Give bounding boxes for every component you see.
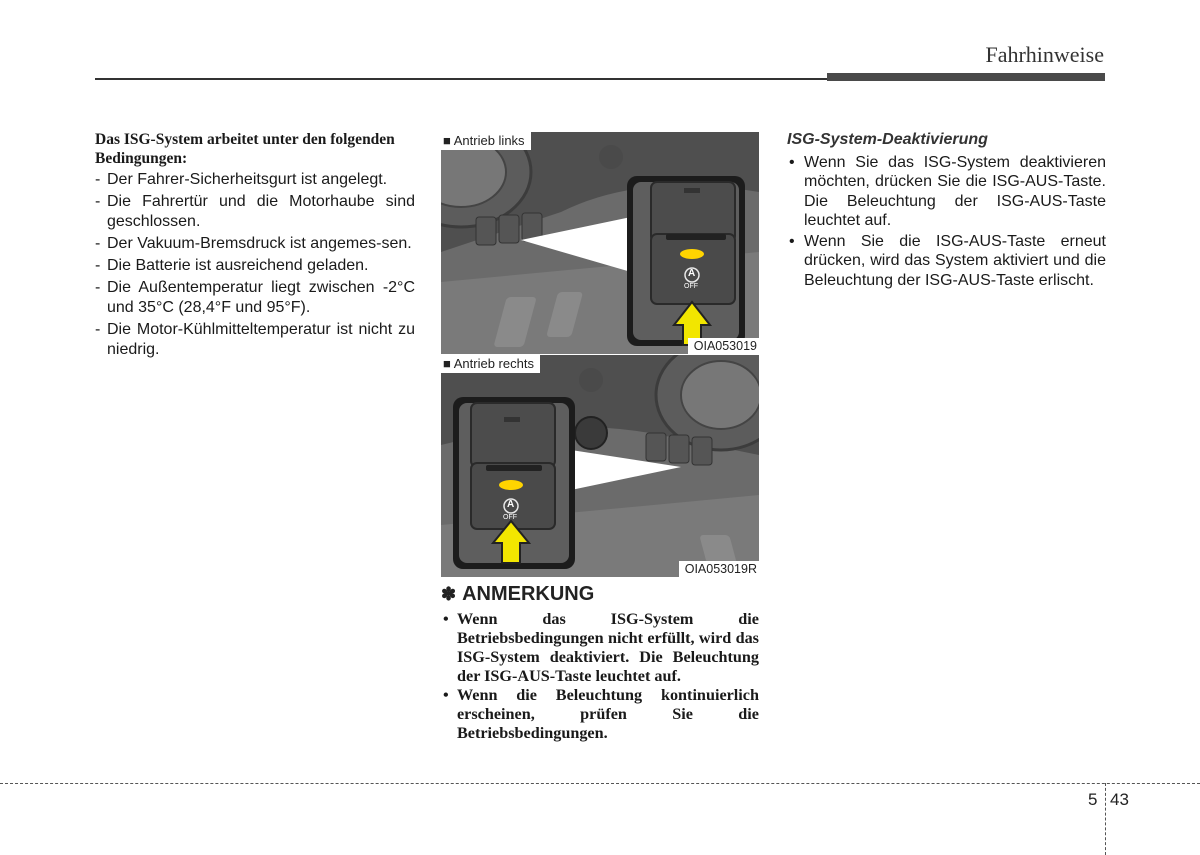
deactivation-heading: ISG-System-Deaktivierung: [787, 131, 988, 148]
section-title: Fahrhinweise: [985, 42, 1104, 67]
button-letter: A: [688, 268, 696, 279]
note-item: • Wenn das ISG-System die Betriebsbedingungen nicht erfüllt, wird das ISG-System deaktiviert. Die Beleuchtung der ISG-AUS-Taste leuchtet auf.: [441, 610, 759, 686]
note-list: [441, 610, 759, 743]
condition-item: - Die Außentemperatur liegt zwischen -2°C und 35°C (28,4°F und 95°F).: [95, 278, 415, 318]
button-text: OFF: [684, 283, 698, 290]
header-bar: [827, 73, 1105, 81]
isg-off-switch: [471, 463, 555, 529]
page-number: 43: [1110, 790, 1129, 809]
condition-item: - Die Motor-Kühlmitteltemperatur ist nicht zu niedrig.: [95, 320, 415, 360]
condition-item: - Die Fahrertür und die Motorhaube sind geschlossen.: [95, 192, 415, 232]
deactivation-item: • Wenn Sie das ISG-System deaktivieren möchten, drücken Sie die ISG-AUS-Taste. Die Beleuchtung der ISG-AUS-Taste leuchtet auf.: [787, 153, 1106, 231]
dashboard-illustration: [441, 132, 759, 354]
footer-divider: [1105, 783, 1106, 855]
footer-rule: [0, 783, 1200, 784]
condition-item: - Der Fahrer-Sicherheitsgurt ist angelegt.: [95, 170, 415, 190]
indicator-light: [499, 480, 523, 490]
isg-off-switch: [651, 234, 735, 304]
figure-code: OIA053019R: [679, 561, 759, 577]
condition-item: - Der Vakuum-Bremsdruck ist angemes-sen.: [95, 234, 415, 254]
figure-label: ■ Antrieb rechts: [441, 355, 540, 373]
chapter-number: 5: [1088, 790, 1098, 809]
button-text: OFF: [503, 514, 517, 521]
figure-code: OIA053019: [688, 338, 759, 354]
figure-left-drive: [441, 132, 759, 354]
figure-label: ■ Antrieb links: [441, 132, 531, 150]
button-letter: A: [507, 499, 515, 510]
figure-right-drive: [441, 355, 759, 577]
note-heading-text: ANMERKUNG: [462, 583, 595, 605]
deactivation-list: [787, 153, 1106, 291]
conditions-column: [95, 130, 415, 362]
note-star-icon: ✽: [441, 584, 457, 604]
indicator-light: [680, 249, 704, 259]
note-heading: [441, 583, 759, 606]
header-rule: [95, 78, 827, 80]
conditions-title: Das ISG-System arbeitet unter den folgenden Bedingungen:: [95, 131, 395, 167]
deactivation-item: • Wenn Sie die ISG-AUS-Taste erneut drücken, wird das System aktiviert und die Beleuchtung der ISG-AUS-Taste erlischt.: [787, 232, 1106, 291]
note-box: [441, 583, 759, 743]
deactivation-column: [787, 130, 1106, 291]
note-item: • Wenn die Beleuchtung kontinuierlich erscheinen, prüfen Sie die Betriebsbedingungen.: [441, 686, 759, 743]
conditions-list: [95, 170, 415, 360]
upper-switch: [471, 403, 555, 467]
dashboard-illustration: [441, 355, 759, 577]
condition-item: - Die Batterie ist ausreichend geladen.: [95, 256, 415, 276]
